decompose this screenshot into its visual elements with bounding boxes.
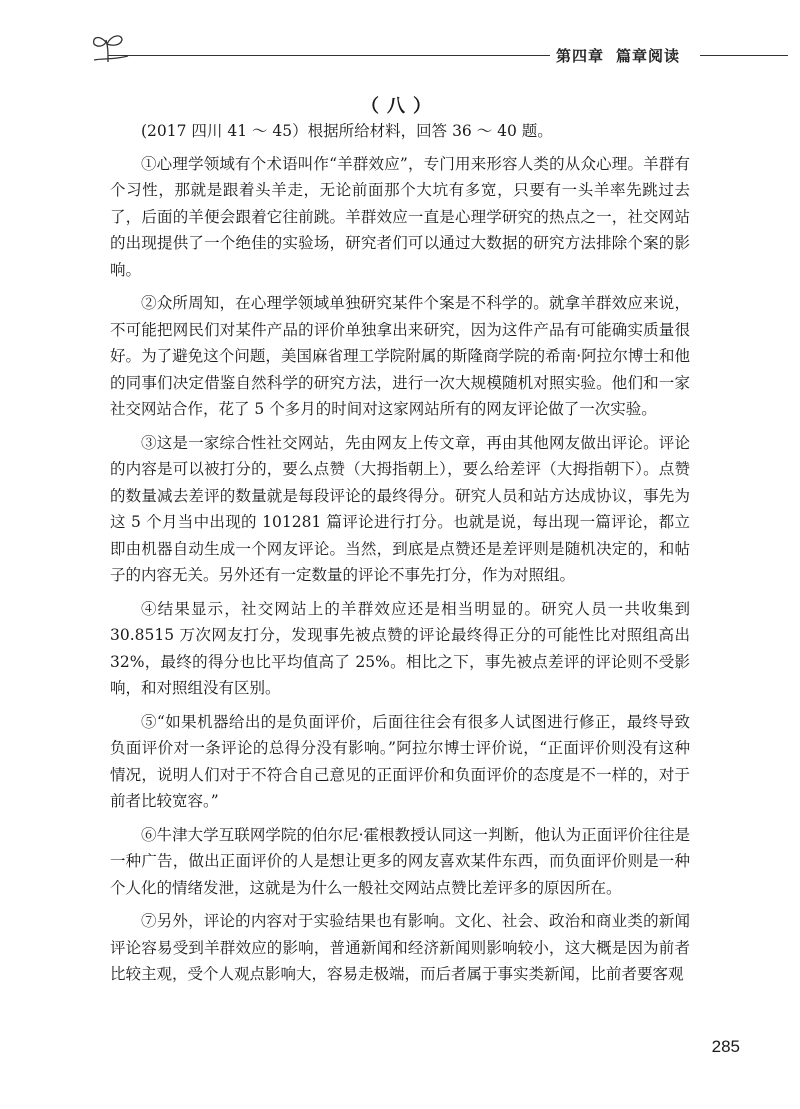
header-rule-right: [700, 55, 788, 56]
header-rule-left: [108, 55, 550, 56]
paragraph-4: ④结果显示，社交网站上的羊群效应还是相当明显的。研究人员一共收集到 30.8515 万次网友打分，发现事先被点赞的评论最终得正分的可能性比对照组高出 32%，最终的得分也比平均值高了 25%。相比之下，事先被点差评的评论则不受影响，和对照组没有区别。: [110, 599, 690, 697]
question-intro: (2017 四川 41 ～ 45）根据所给材料，回答 36 ～ 40 题。: [141, 122, 553, 140]
paragraph-1: ①心理学领域有个术语叫作“羊群效应”，专门用来形容人类的从众心理。羊群有个习性，那就是跟着头羊走，无论前面那个大坑有多宽，只要有一头羊率先跳过去了，后面的羊便会跟着它往前跳。羊群效应一直是心理学研究的热点之一，社交网站的出现提供了一个绝佳的实验场，研究者们可以通过大数据的研究方法排除个案的影响。: [110, 154, 690, 279]
article-body: [110, 118, 690, 995]
page-number: 285: [711, 1037, 740, 1056]
section-label: 篇章阅读: [616, 47, 681, 65]
running-header: [556, 45, 696, 66]
leaf-sprout-icon: [90, 30, 130, 64]
paragraph-2: ②众所周知，在心理学领域单独研究某件个案是不科学的。就拿羊群效应来说，不可能把网民们对某件产品的评价单独拿出来研究，因为这件产品有可能确实质量很好。为了避免这个问题，美国麻省理工学院附属的斯隆商学院的希南·阿拉尔博士和他的同事们决定借鉴自然科学的研究方法，进行一次大规模随机对照实验。他们和一家社交网站合作，花了 5 个多月的时间对这家网站所有的网友评论做了一次实验。: [110, 294, 690, 418]
paragraph-5: ⑤“如果机器给出的是负面评价，后面往往会有很多人试图进行修正，最终导致负面评价对一条评论的总得分没有影响。”阿拉尔博士评价说，“正面评价则没有这种情况，说明人们对于不符合自己意见的正面评价和负面评价的态度是不一样的，对于前者比较宽容。”: [110, 712, 690, 810]
paragraph-6: ⑥牛津大学互联网学院的伯尔尼·霍根教授认同这一判断，他认为正面评价往往是一种广告，做出正面评价的人是想让更多的网友喜欢某件东西，而负面评价则是一种个人化的情绪发泄，这就是为什么一般社交网站点赞比差评多的原因所在。: [110, 825, 690, 897]
paragraph-7: ⑦另外，评论的内容对于实验结果也有影响。文化、社会、政治和商业类的新闻评论容易受到羊群效应的影响，普通新闻和经济新闻则影响较小，这大概是因为前者比较主观，受个人观点影响大，容易走极端，而后者属于事实类新闻，比前者要客观: [110, 912, 690, 983]
section-title: （八）: [361, 96, 439, 117]
paragraph-3: ③这是一家综合性社交网站，先由网友上传文章，再由其他网友做出评论。评论的内容是可以被打分的，要么点赞（大拇指朝上），要么给差评（大拇指朝下）。点赞的数量减去差评的数量就是每段评论的最终得分。研究人员和站方达成协议，事先为这 5 个月当中出现的 101281 篇评论进行打分。也就是说，每出现一篇评论，都立即由机器自动生成一个网友评论。当然，到底是点赞还是差评则是随机决定的，和帖子的内容无关。另外还有一定数量的评论不事先打分，作为对照组。: [110, 433, 690, 584]
chapter-label: 第四章: [556, 47, 605, 65]
